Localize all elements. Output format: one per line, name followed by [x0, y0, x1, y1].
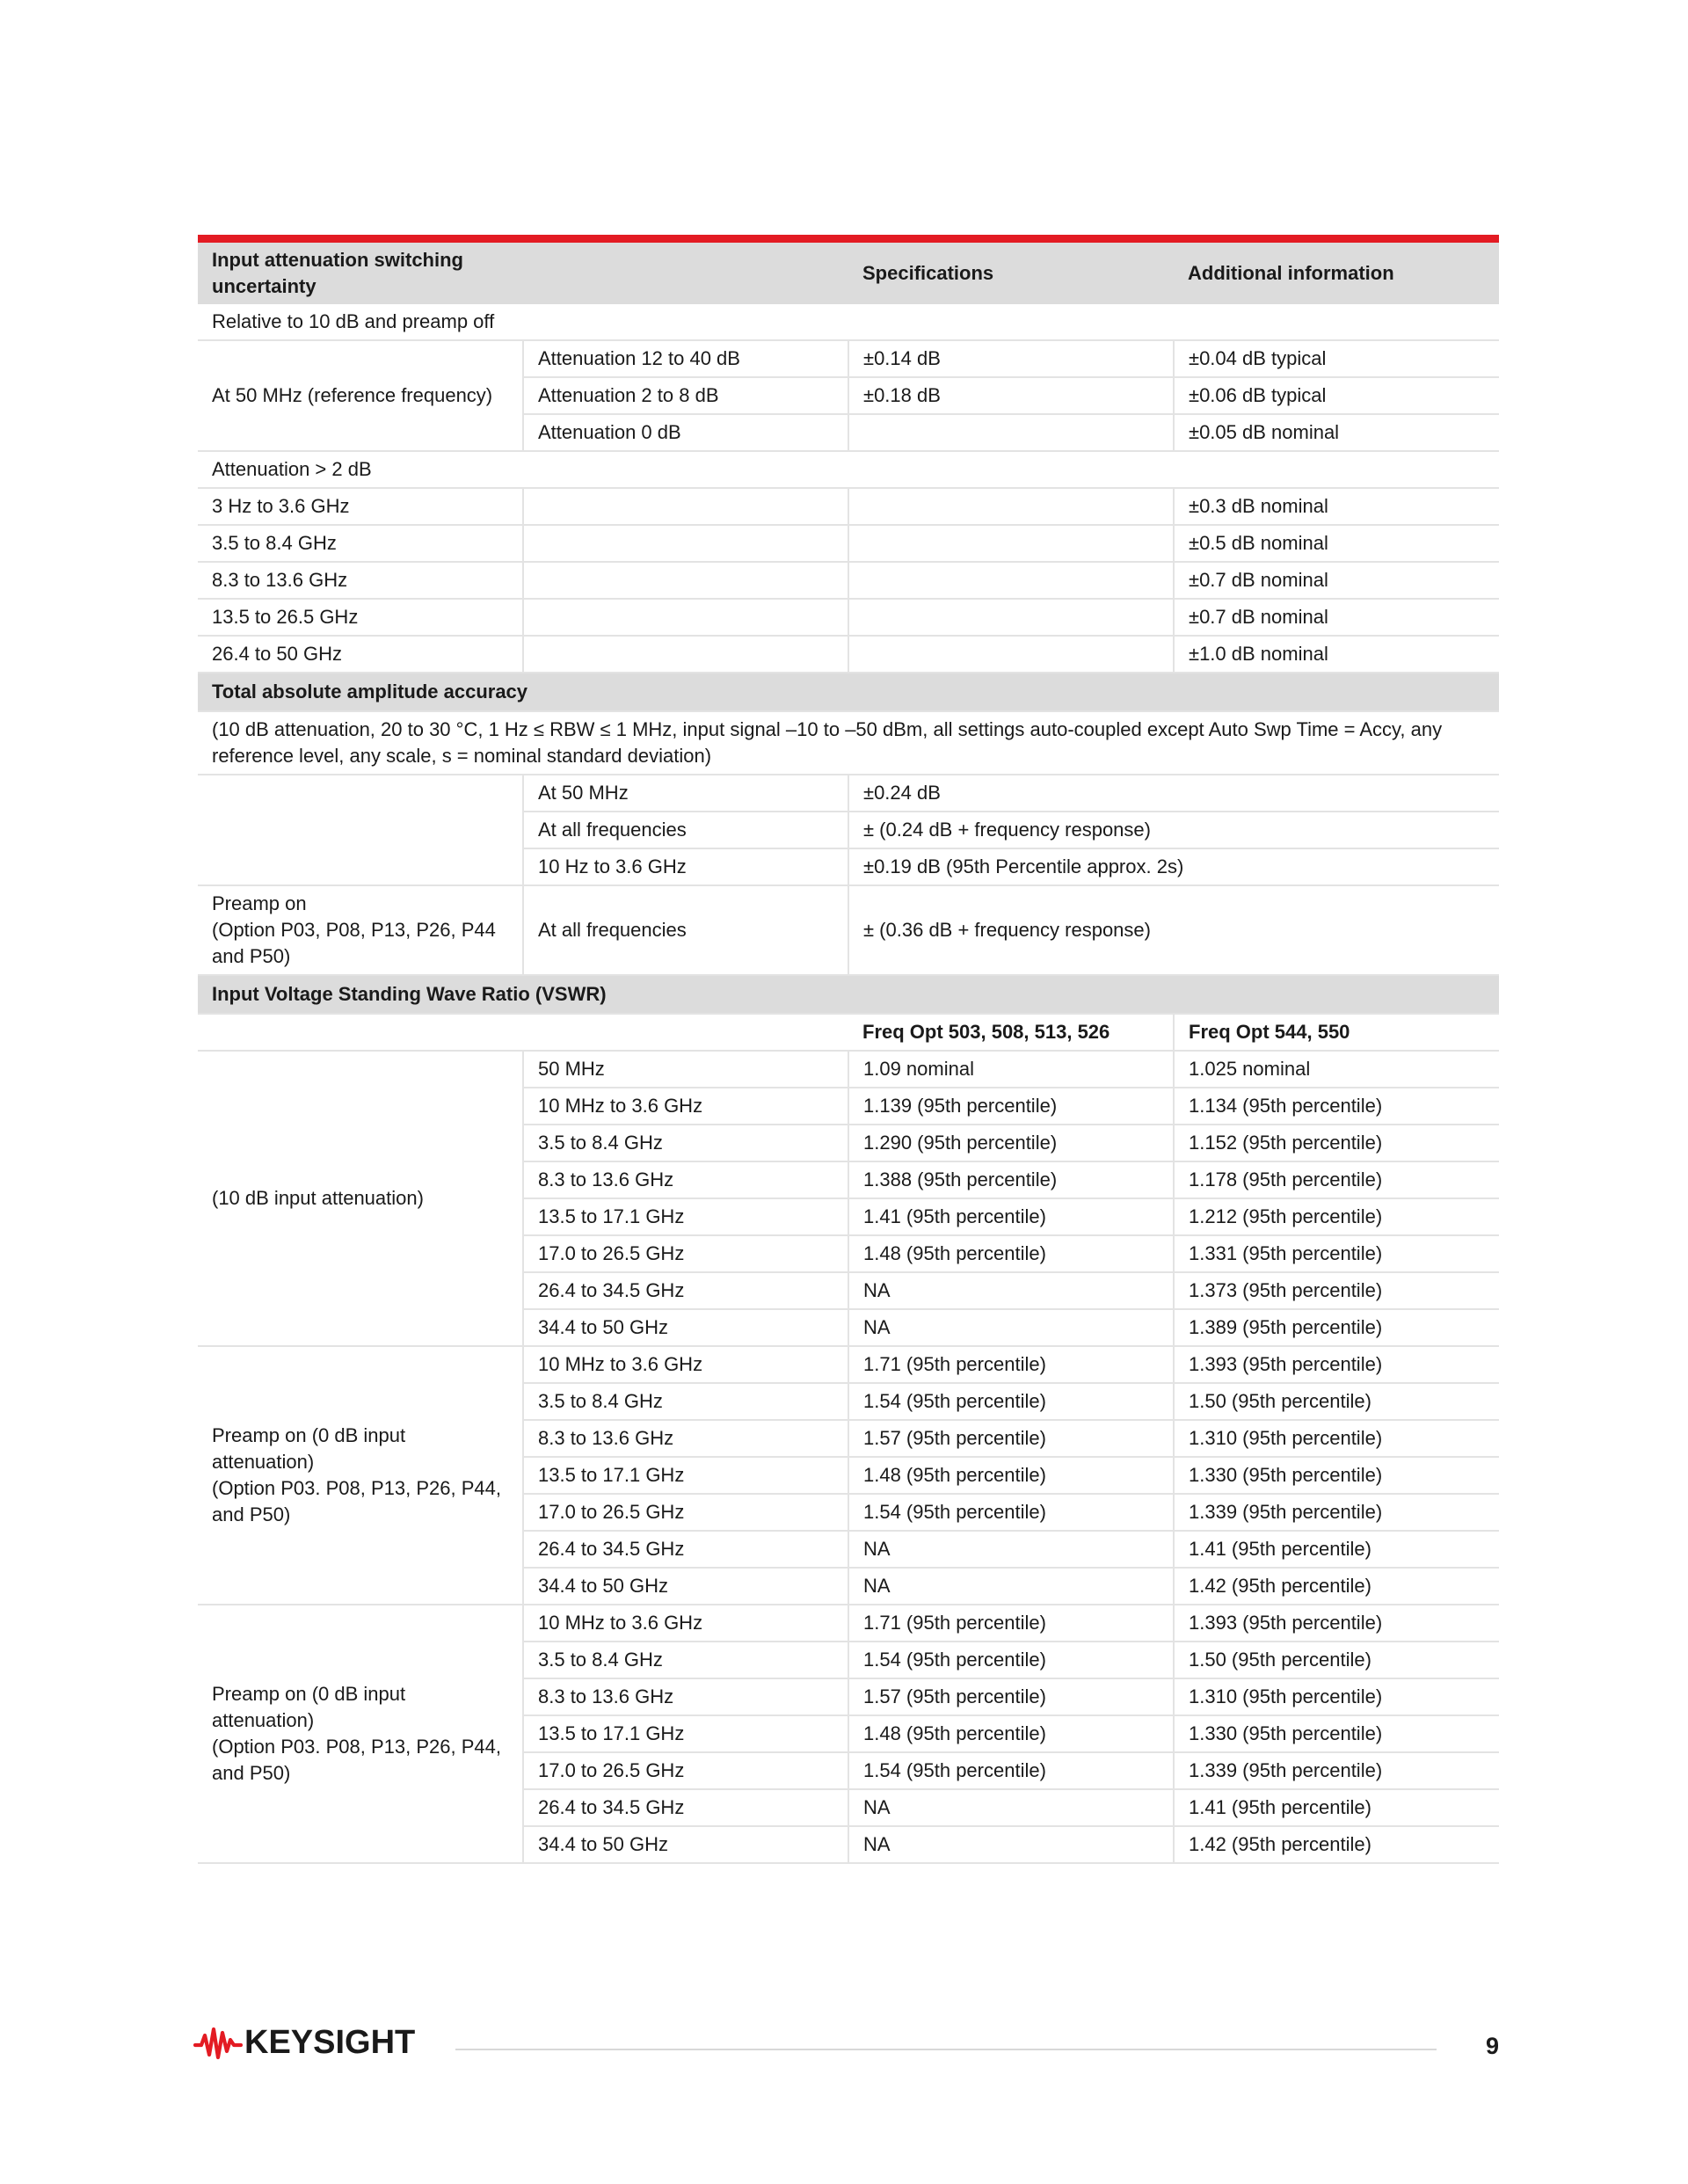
- vswr-opt-503: 1.09 nominal: [848, 1051, 1174, 1088]
- vswr-opt-503: 1.57 (95th percentile): [848, 1678, 1174, 1715]
- accuracy-conditions-note: (10 dB attenuation, 20 to 30 °C, 1 Hz ≤ RBW ≤ 1 MHz, input signal –10 to –50 dBm, all settings auto-coupled except Auto Swp Time = Accy, any reference level, any scale, s = nominal standard deviation): [198, 711, 1499, 775]
- brand-name: KEYSIGHT: [244, 2024, 416, 2061]
- table-row: [198, 1605, 1499, 1642]
- vswr-group-label: Preamp on (0 dB input attenuation) (Option P03. P08, P13, P26, P44, and P50): [198, 1346, 523, 1605]
- vswr-frequency: 34.4 to 50 GHz: [523, 1826, 848, 1863]
- vswr-opt-544: 1.178 (95th percentile): [1174, 1161, 1499, 1198]
- vswr-frequency: 26.4 to 34.5 GHz: [523, 1531, 848, 1568]
- vswr-frequency: 17.0 to 26.5 GHz: [523, 1235, 848, 1272]
- vswr-frequency: 10 MHz to 3.6 GHz: [523, 1088, 848, 1125]
- vswr-opt-544: 1.373 (95th percentile): [1174, 1272, 1499, 1309]
- vswr-opt-544: 1.331 (95th percentile): [1174, 1235, 1499, 1272]
- vswr-opt-503: 1.48 (95th percentile): [848, 1715, 1174, 1752]
- accuracy-title: Total absolute amplitude accuracy: [198, 673, 1499, 711]
- vswr-frequency: 34.4 to 50 GHz: [523, 1309, 848, 1346]
- page-number: 9: [1485, 2033, 1499, 2059]
- vswr-opt-503: NA: [848, 1789, 1174, 1826]
- section-header-vswr: [198, 975, 1499, 1014]
- vswr-frequency: 13.5 to 17.1 GHz: [523, 1198, 848, 1235]
- vswr-frequency: 8.3 to 13.6 GHz: [523, 1161, 848, 1198]
- vswr-opt-544: 1.41 (95th percentile): [1174, 1789, 1499, 1826]
- vswr-opt-503: NA: [848, 1309, 1174, 1346]
- vswr-opt-544: 1.310 (95th percentile): [1174, 1678, 1499, 1715]
- table-row: 13.5 to 26.5 GHz ±0.7 dB nominal: [198, 599, 1499, 636]
- relative-note: Relative to 10 dB and preamp off: [198, 304, 1499, 340]
- vswr-opt-544: 1.330 (95th percentile): [1174, 1715, 1499, 1752]
- vswr-frequency: 13.5 to 17.1 GHz: [523, 1715, 848, 1752]
- vswr-frequency: 50 MHz: [523, 1051, 848, 1088]
- vswr-opt-544: 1.50 (95th percentile): [1174, 1383, 1499, 1420]
- footer-divider: [455, 2049, 1437, 2050]
- vswr-opt-503: 1.290 (95th percentile): [848, 1125, 1174, 1161]
- vswr-group-label: Preamp on (0 dB input attenuation) (Option P03. P08, P13, P26, P44, and P50): [198, 1605, 523, 1863]
- vswr-opt-544: 1.025 nominal: [1174, 1051, 1499, 1088]
- table-row: At all frequencies ± (0.24 dB + frequency response): [198, 812, 1499, 848]
- vswr-opt-503: 1.388 (95th percentile): [848, 1161, 1174, 1198]
- vswr-opt-544: 1.212 (95th percentile): [1174, 1198, 1499, 1235]
- vswr-frequency: 3.5 to 8.4 GHz: [523, 1383, 848, 1420]
- vswr-opt-503: NA: [848, 1272, 1174, 1309]
- vswr-opt-544: 1.339 (95th percentile): [1174, 1494, 1499, 1531]
- vswr-opt-503: 1.57 (95th percentile): [848, 1420, 1174, 1457]
- table-row: 8.3 to 13.6 GHz ±0.7 dB nominal: [198, 562, 1499, 599]
- vswr-subheader-row: [198, 1014, 1499, 1051]
- table-row: 10 Hz to 3.6 GHz ±0.19 dB (95th Percentile approx. 2s): [198, 848, 1499, 885]
- table-row: Preamp on (Option P03, P08, P13, P26, P44 and P50) At all frequencies ± (0.36 dB + frequency response): [198, 885, 1499, 975]
- keysight-logo: [193, 2024, 415, 2062]
- header-additional-info: Additional information: [1174, 239, 1499, 305]
- vswr-opt-544: 1.134 (95th percentile): [1174, 1088, 1499, 1125]
- keysight-waveform-icon: [193, 2025, 243, 2062]
- vswr-frequency: 10 MHz to 3.6 GHz: [523, 1605, 848, 1642]
- vswr-opt-503: 1.54 (95th percentile): [848, 1752, 1174, 1789]
- vswr-opt-503: 1.71 (95th percentile): [848, 1605, 1174, 1642]
- vswr-opt-503: NA: [848, 1826, 1174, 1863]
- table-row: [198, 304, 1499, 340]
- vswr-rows: [198, 1051, 1499, 1863]
- vswr-col-opt-503: Freq Opt 503, 508, 513, 526: [848, 1014, 1174, 1051]
- vswr-opt-544: 1.42 (95th percentile): [1174, 1826, 1499, 1863]
- vswr-opt-503: 1.139 (95th percentile): [848, 1088, 1174, 1125]
- accuracy-preamp-label: Preamp on (Option P03, P08, P13, P26, P44 and P50): [198, 885, 523, 975]
- vswr-opt-544: 1.330 (95th percentile): [1174, 1457, 1499, 1494]
- vswr-frequency: 34.4 to 50 GHz: [523, 1568, 848, 1605]
- vswr-frequency: 17.0 to 26.5 GHz: [523, 1752, 848, 1789]
- vswr-opt-544: 1.152 (95th percentile): [1174, 1125, 1499, 1161]
- vswr-opt-544: 1.339 (95th percentile): [1174, 1752, 1499, 1789]
- vswr-frequency: 10 MHz to 3.6 GHz: [523, 1346, 848, 1383]
- header-title: Input attenuation switching uncertainty: [198, 239, 523, 305]
- vswr-frequency: 13.5 to 17.1 GHz: [523, 1457, 848, 1494]
- table-row: 3.5 to 8.4 GHz ±0.5 dB nominal: [198, 525, 1499, 562]
- vswr-opt-503: 1.54 (95th percentile): [848, 1642, 1174, 1678]
- vswr-opt-503: 1.48 (95th percentile): [848, 1235, 1174, 1272]
- vswr-opt-544: 1.393 (95th percentile): [1174, 1346, 1499, 1383]
- vswr-frequency: 17.0 to 26.5 GHz: [523, 1494, 848, 1531]
- vswr-opt-503: 1.48 (95th percentile): [848, 1457, 1174, 1494]
- vswr-opt-503: 1.54 (95th percentile): [848, 1383, 1174, 1420]
- vswr-frequency: 26.4 to 34.5 GHz: [523, 1789, 848, 1826]
- spec-table: [198, 235, 1499, 1864]
- table-row: 3 Hz to 3.6 GHz ±0.3 dB nominal: [198, 488, 1499, 525]
- vswr-opt-503: 1.71 (95th percentile): [848, 1346, 1174, 1383]
- section-header-accuracy: [198, 673, 1499, 711]
- table-row: [198, 711, 1499, 775]
- header-specifications: Specifications: [848, 239, 1174, 305]
- table-row: Attenuation 2 to 8 dB ±0.18 dB ±0.06 dB typical: [198, 377, 1499, 414]
- table-row: At 50 MHz (reference frequency) Attenuation 12 to 40 dB ±0.14 dB ±0.04 dB typical: [198, 340, 1499, 377]
- table-row: [198, 1051, 1499, 1088]
- vswr-frequency: 3.5 to 8.4 GHz: [523, 1125, 848, 1161]
- table-row: 26.4 to 50 GHz ±1.0 dB nominal: [198, 636, 1499, 673]
- vswr-opt-503: NA: [848, 1531, 1174, 1568]
- table-header-row: [198, 239, 1499, 305]
- table-row: At 50 MHz ±0.24 dB: [198, 775, 1499, 812]
- vswr-col-opt-544: Freq Opt 544, 550: [1174, 1014, 1499, 1051]
- ref-frequency-label: At 50 MHz (reference frequency): [198, 340, 523, 451]
- vswr-opt-544: 1.389 (95th percentile): [1174, 1309, 1499, 1346]
- vswr-frequency: 8.3 to 13.6 GHz: [523, 1420, 848, 1457]
- vswr-opt-503: NA: [848, 1568, 1174, 1605]
- table-row: [198, 451, 1499, 488]
- vswr-opt-544: 1.50 (95th percentile): [1174, 1642, 1499, 1678]
- table-row: Attenuation 0 dB ±0.05 dB nominal: [198, 414, 1499, 451]
- vswr-opt-503: 1.41 (95th percentile): [848, 1198, 1174, 1235]
- table-row: [198, 1346, 1499, 1383]
- vswr-frequency: 8.3 to 13.6 GHz: [523, 1678, 848, 1715]
- vswr-opt-544: 1.42 (95th percentile): [1174, 1568, 1499, 1605]
- atten-gt2-label: Attenuation > 2 dB: [198, 451, 1499, 488]
- vswr-frequency: 26.4 to 34.5 GHz: [523, 1272, 848, 1309]
- vswr-opt-503: 1.54 (95th percentile): [848, 1494, 1174, 1531]
- vswr-opt-544: 1.41 (95th percentile): [1174, 1531, 1499, 1568]
- vswr-title: Input Voltage Standing Wave Ratio (VSWR): [198, 975, 1499, 1014]
- vswr-opt-544: 1.310 (95th percentile): [1174, 1420, 1499, 1457]
- vswr-opt-544: 1.393 (95th percentile): [1174, 1605, 1499, 1642]
- vswr-group-label: (10 dB input attenuation): [198, 1051, 523, 1346]
- vswr-frequency: 3.5 to 8.4 GHz: [523, 1642, 848, 1678]
